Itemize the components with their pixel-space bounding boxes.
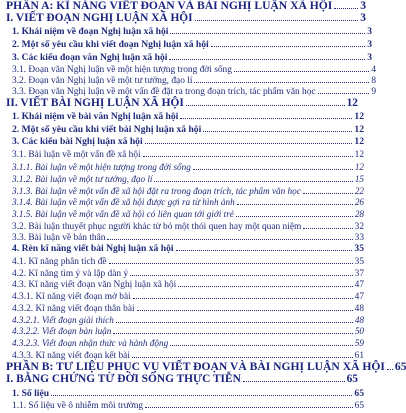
toc-entry-page-number: 35 [354, 243, 364, 254]
toc-entry-page-number: 33 [354, 233, 364, 243]
toc-entry-title: 1.1. Số liệu về ô nhiễm môi trường [12, 401, 144, 411]
toc-entry-title: 4.3.1. Kĩ năng viết đoạn mở bài [12, 292, 131, 302]
toc-entry-page-number: 3 [367, 52, 372, 63]
toc-entry-title: 4.3. Kĩ năng viết đoạn văn Nghị luận xã hội [12, 280, 177, 290]
toc-entry-page-number: 48 [354, 315, 364, 325]
toc-entry-title: 3. Các kiểu đoạn văn Nghị luận xã hội [12, 52, 168, 63]
toc-entry-title: 4. Rèn kĩ năng viết bài Nghị luận xã hội [12, 243, 174, 254]
toc-entry-title: 4.3.2. Kĩ năng viết đoạn thân bài [12, 304, 135, 314]
toc-dot-leader [116, 313, 353, 323]
toc-dot-leader [186, 95, 345, 106]
toc-dot-leader [180, 109, 352, 119]
toc-dot-leader [387, 359, 393, 370]
toc-dot-leader [203, 122, 352, 132]
toc-entry-title: I. BẰNG CHỨNG TỪ ĐỜI SỐNG THỰC TIỄN [6, 373, 241, 385]
toc-entry-page-number: 47 [354, 292, 364, 302]
toc-dot-leader [193, 160, 353, 170]
toc-entry-page-number: 9 [371, 87, 376, 97]
toc-dot-leader [109, 254, 353, 264]
toc-dot-leader [178, 277, 352, 287]
toc-entry-title: 3.1.2. Bài luận về một tư tưởng, đạo lí [12, 174, 153, 184]
toc-entry-page-number: 8 [371, 76, 376, 86]
toc-entry-page-number: 12 [354, 162, 364, 172]
toc-entry-page-number: 47 [354, 280, 364, 290]
toc-entry-page-number: 48 [354, 304, 364, 314]
toc-entry-title: 3.1.1. Bài luận về một hiện tượng trong đời sống [12, 162, 191, 172]
toc-dot-leader [107, 230, 352, 240]
toc-entry[interactable] [6, 134, 364, 148]
toc-entry-page-number: 3 [367, 26, 372, 37]
toc-entry-page-number: 65 [394, 360, 406, 373]
toc-entry-page-number: 26 [354, 197, 364, 207]
toc-entry-page-number: 22 [354, 186, 364, 196]
toc-entry-title: 3.3. Bài luận về bản thân [12, 233, 106, 243]
toc-entry-page-number: 3 [360, 12, 366, 24]
toc-entry[interactable] [6, 109, 364, 123]
toc-entry[interactable] [0, 371, 358, 385]
toc-entry-page-number: 37 [354, 269, 364, 279]
toc-entry-title: 1. Khái niệm về bài văn Nghị luận xã hội [12, 111, 179, 122]
toc-entry-page-number: 4 [371, 65, 376, 75]
toc-entry-title: 3.1. Bài luận về một vấn đề xã hội [12, 150, 141, 160]
toc-dot-leader [237, 195, 353, 205]
toc-entry-page-number: 28 [354, 209, 364, 219]
toc-entry-title: 3.1.4. Bài luận về một vấn đề xã hội được gợi ra từ hình ảnh [12, 197, 235, 207]
toc-entry[interactable] [0, 10, 366, 24]
toc-dot-leader [132, 348, 353, 358]
toc-entry-title: 3.2. Bài luận thuyết phục người khác từ bỏ một thói quen hay một quan niệm [12, 222, 302, 232]
toc-entry-title: PHẦN B: TƯ LIỆU PHỤC VỤ VIẾT ĐOẠN VÀ BÀI NGHỊ LUẬN XÃ HỘI [6, 360, 385, 373]
toc-entry-page-number: 32 [354, 222, 364, 232]
toc-entry-title: 1. Khái niệm về đoạn Nghị luận xã hội [12, 26, 169, 37]
toc-entry-page-number: 59 [354, 338, 364, 348]
toc-entry-page-number: 35 [354, 257, 364, 267]
toc-entry-page-number: 61 [354, 351, 364, 361]
toc-entry-title: 3.2. Đoạn văn Nghị luận về một tư tưởng, đạo lí [12, 76, 193, 86]
toc-entry-title: 3. Các kiểu bài Nghị luận xã hội [12, 136, 143, 147]
toc-entry-title: 2. Một số yêu cầu khi viết bài Nghị luận xã hội [12, 124, 202, 135]
toc-entry-title: 3.1.5. Bài luận về một vấn đề xã hội có liên quan tới giới trẻ [12, 209, 234, 219]
toc-dot-leader [334, 0, 358, 9]
toc-dot-leader [303, 219, 352, 229]
toc-dot-leader [130, 266, 352, 276]
toc-dot-leader [195, 10, 359, 21]
toc-dot-leader [143, 147, 353, 157]
toc-entry[interactable] [6, 398, 364, 412]
toc-dot-leader [194, 73, 369, 83]
toc-entry-page-number: 12 [354, 124, 364, 135]
toc-entry-page-number: 65 [354, 388, 364, 399]
toc-entry[interactable] [0, 95, 358, 109]
toc-entry-title: 3.3. Đoạn văn Nghị luận về một vấn đề đặt ra trong đoạn trích, tác phẩm văn học [12, 87, 316, 97]
toc-entry-page-number: 3 [360, 0, 366, 12]
toc-dot-leader [145, 134, 353, 144]
toc-entry-title: 2. Một số yêu cầu khi viết đoạn Nghị luận xã hội [12, 39, 209, 50]
toc-dot-leader [170, 336, 353, 346]
toc-entry-title: 3.1.3. Bài luận về một vấn đề xã hội đặt ra trong đoạn trích, tác phẩm văn học [12, 186, 301, 196]
toc-entry-title: PHẦN A: KĨ NĂNG VIẾT ĐOẠN VÀ BÀI NGHỊ LUẬN XÃ HỘI [6, 0, 333, 12]
toc-entry-title: 1. Số liệu [12, 388, 50, 399]
toc-entry-page-number: 3 [367, 39, 372, 50]
toc-dot-leader [154, 172, 352, 182]
toc-dot-leader [137, 301, 353, 311]
toc-entry-title: I. VIẾT ĐOẠN NGHỊ LUẬN XÃ HỘI [6, 12, 193, 24]
toc-entry-page-number: 15 [354, 174, 364, 184]
toc-dot-leader [113, 324, 352, 334]
toc-entry-page-number: 12 [346, 97, 358, 109]
toc-entry[interactable] [6, 147, 364, 161]
toc-entry[interactable] [6, 24, 372, 38]
toc-entry[interactable] [6, 241, 364, 255]
toc-entry-page-number: 65 [346, 373, 358, 385]
toc-entry-title: 3.1. Đoạn văn Nghị luận về một hiện tượng trong đời sống [12, 65, 232, 75]
toc-dot-leader [169, 50, 365, 60]
toc-entry[interactable] [6, 37, 372, 51]
toc-entry-page-number: 65 [354, 401, 364, 411]
toc-dot-leader [170, 24, 365, 34]
toc-dot-leader [303, 184, 353, 194]
toc-dot-leader [133, 289, 353, 299]
toc-entry-title: 4.2. Kĩ năng tìm ý và lập dàn ý [12, 269, 129, 279]
toc-entry-title: 4.3.2.1. Viết đoạn giải thích [12, 315, 114, 325]
toc-dot-leader [234, 62, 369, 72]
toc-entry-page-number: 12 [354, 136, 364, 147]
toc-dot-leader [176, 241, 353, 251]
toc-dot-leader [243, 371, 345, 382]
toc-entry-page-number: 12 [354, 111, 364, 122]
toc-dot-leader [211, 37, 365, 47]
toc-dot-leader [236, 207, 353, 217]
toc-entry-title: 4.1. Kĩ năng phân tích đề [12, 257, 107, 267]
toc-dot-leader [145, 398, 353, 408]
toc-entry-title: II. VIẾT BÀI NGHỊ LUẬN XÃ HỘI [6, 97, 184, 109]
toc-entry-title: 4.3.3. Kĩ năng viết đoạn kết bài [12, 351, 130, 361]
toc-entry-page-number: 50 [354, 326, 364, 336]
toc-dot-leader [318, 84, 370, 94]
toc-entry-title: 4.3.2.3. Viết đoạn nhận thức và hành động [12, 338, 169, 348]
toc-entry-page-number: 12 [354, 150, 364, 160]
toc-dot-leader [51, 386, 352, 396]
toc-entry-title: 4.3.2.2. Viết đoạn bàn luận [12, 326, 112, 336]
